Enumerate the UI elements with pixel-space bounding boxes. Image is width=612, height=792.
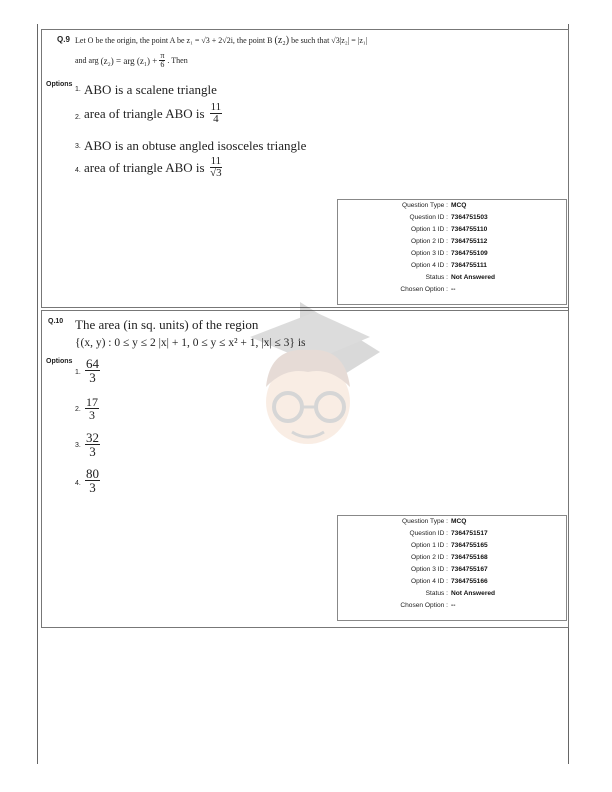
info-label: Question ID : [409,530,448,537]
option-3-number: 3. [75,143,81,150]
question-type-value: MCQ [451,518,467,525]
question-number: Q.9 [57,35,70,44]
options-label: Options [46,358,73,365]
option-3-text[interactable]: ABO is an obtuse angled isosceles triangle [84,138,307,153]
info-label: Chosen Option : [400,602,448,609]
info-label: Question Type : [401,202,448,209]
question-stem-line1 [75,35,367,46]
chosen-option-value: -- [451,602,456,609]
status-value: Not Answered [451,274,496,281]
info-label: Option 1 ID : [410,542,448,549]
stem-text: be such that [291,36,330,45]
stem-math-condition: √3|z₂| = |z₁| [331,36,368,45]
option-4-number: 4. [75,480,81,487]
option-1-number: 1. [75,86,81,93]
question-type-value: MCQ [451,202,467,209]
info-label: Question Type : [401,518,448,525]
stem-math-arg: (z₂) = arg (z₁) + [100,55,158,66]
info-label: Option 2 ID : [410,238,448,245]
question-id-value: 7364751503 [451,214,488,221]
option-2-text[interactable]: area of triangle ABO is $\frac{11}{4}$ [84,101,222,125]
option-3-number: 3. [75,442,81,449]
question-stem-line1: The area (in sq. units) of the region [75,317,259,332]
option-3-fraction[interactable]: $\frac{32}{3}$ [86,430,99,459]
question-number: Q.10 [48,318,64,325]
question-id-value: 7364751517 [451,530,488,537]
option-3-id-value: 7364755109 [451,250,488,257]
question-info-panel [337,515,567,621]
stem-text: and arg [75,56,99,65]
fraction-11-root3: $\frac{11}{√3}$ [210,155,222,179]
info-label: Option 4 ID : [410,578,448,585]
info-label: Question ID : [409,214,448,221]
option-3-id-value: 7364755167 [451,566,488,573]
info-label: Chosen Option : [400,286,448,293]
option-4-id-value: 7364755166 [451,578,488,585]
stem-text: . Then [167,56,188,65]
info-label: Status : [425,590,448,597]
option-1-number: 1. [75,369,81,376]
option-4-fraction[interactable]: $\frac{80}{3}$ [86,466,99,495]
chosen-option-value: -- [451,286,456,293]
info-label: Option 4 ID : [410,262,448,269]
info-label: Option 3 ID : [410,566,448,573]
stem-fraction-pi-6: $\frac{\pi}{6}$ [160,51,165,69]
option-2-id-value: 7364755112 [451,238,488,245]
options-label: Options [46,81,73,88]
option-1-fraction[interactable]: $\frac{64}{3}$ [86,356,99,385]
option-4-number: 4. [75,167,81,174]
info-label: Option 2 ID : [410,554,448,561]
info-label: Option 1 ID : [410,226,448,233]
status-value: Not Answered [451,590,496,597]
mascot-watermark-icon [230,292,390,472]
stem-text: the point B [236,36,273,45]
option-2-number: 2. [75,406,81,413]
question-9-card [41,29,569,308]
option-2-number: 2. [75,114,81,121]
option-4-text[interactable]: area of triangle ABO is $\frac{11}{√3}$ [84,155,222,179]
option-4-id-value: 7364755111 [451,262,487,269]
option-1-id-value: 7364755110 [451,226,488,233]
stem-math-z1: z₁ = √3 + 2√2i, [186,36,235,45]
option-1-text[interactable]: ABO is a scalene triangle [84,82,217,97]
option-2-fraction[interactable]: $\frac{17}{3}$ [86,395,98,422]
question-info-panel [337,199,567,305]
info-label: Status : [425,274,448,281]
stem-math-z2: (z₂) [274,35,290,46]
question-stem-line2: {(x, y) : 0 ≤ y ≤ 2 |x| + 1, 0 ≤ y ≤ x² + 1, |x| ≤ 3} is [75,337,306,349]
info-label: Option 3 ID : [410,250,448,257]
fraction-11-4: $\frac{11}{4}$ [210,101,222,125]
option-1-id-value: 7364755165 [451,542,488,549]
option-2-id-value: 7364755168 [451,554,488,561]
stem-text: Let O be the origin, the point A be [75,36,185,45]
question-stem-line2 [75,52,188,69]
